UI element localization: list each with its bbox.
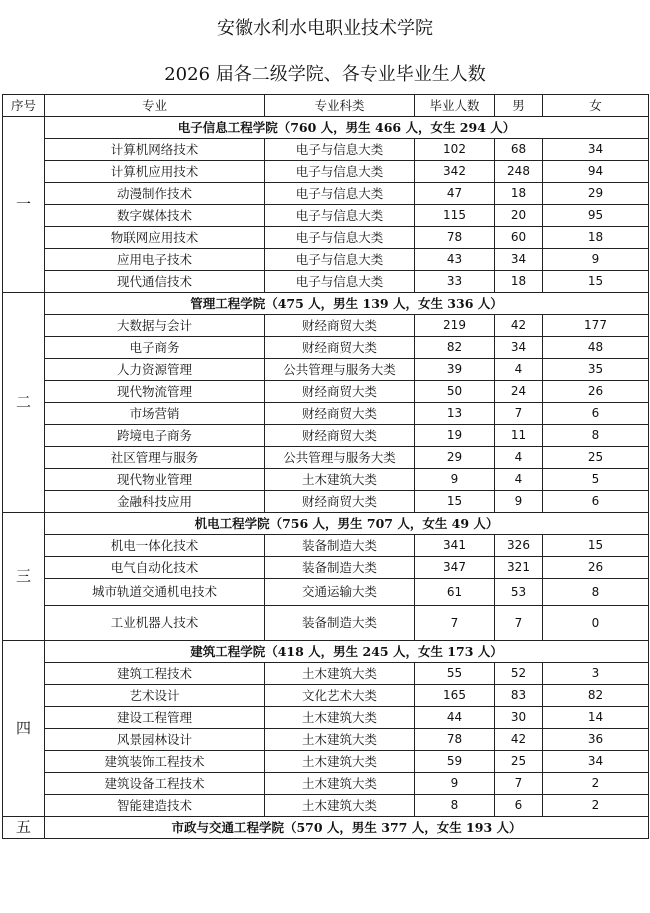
male-cell: 4 [495, 359, 543, 381]
total-cell: 115 [415, 205, 495, 227]
female-cell: 2 [543, 795, 649, 817]
college-header-row [3, 513, 649, 535]
total-cell: 55 [415, 663, 495, 685]
table-row [3, 139, 649, 161]
male-cell: 7 [495, 403, 543, 425]
header-seq: 序号 [3, 95, 45, 117]
table-row [3, 795, 649, 817]
male-cell: 83 [495, 685, 543, 707]
major-cell: 艺术设计 [45, 685, 265, 707]
category-cell: 电子与信息大类 [265, 161, 415, 183]
male-cell: 326 [495, 535, 543, 557]
female-cell: 35 [543, 359, 649, 381]
female-cell: 25 [543, 447, 649, 469]
college-title: 电子信息工程学院（760 人，男生 466 人，女生 294 人） [45, 117, 649, 139]
category-cell: 电子与信息大类 [265, 139, 415, 161]
table-row [3, 557, 649, 579]
female-cell: 29 [543, 183, 649, 205]
female-cell: 15 [543, 271, 649, 293]
college-title: 市政与交通工程学院（570 人，男生 377 人，女生 193 人） [45, 817, 649, 839]
category-cell: 土木建筑大类 [265, 773, 415, 795]
total-cell: 44 [415, 707, 495, 729]
category-cell: 文化艺术大类 [265, 685, 415, 707]
category-cell: 财经商贸大类 [265, 315, 415, 337]
table-row [3, 403, 649, 425]
category-cell: 电子与信息大类 [265, 271, 415, 293]
college-header-row [3, 293, 649, 315]
college-title: 建筑工程学院（418 人，男生 245 人，女生 173 人） [45, 641, 649, 663]
major-cell: 计算机网络技术 [45, 139, 265, 161]
college-header-row [3, 117, 649, 139]
major-cell: 建筑工程技术 [45, 663, 265, 685]
total-cell: 19 [415, 425, 495, 447]
total-cell: 341 [415, 535, 495, 557]
female-cell: 34 [543, 139, 649, 161]
category-cell: 财经商贸大类 [265, 337, 415, 359]
header-female: 女 [543, 95, 649, 117]
table-row [3, 606, 649, 641]
table-row [3, 685, 649, 707]
male-cell: 25 [495, 751, 543, 773]
total-cell: 342 [415, 161, 495, 183]
major-cell: 电子商务 [45, 337, 265, 359]
table-row [3, 425, 649, 447]
category-cell: 电子与信息大类 [265, 205, 415, 227]
major-cell: 应用电子技术 [45, 249, 265, 271]
header-total: 毕业人数 [415, 95, 495, 117]
female-cell: 36 [543, 729, 649, 751]
table-row [3, 751, 649, 773]
major-cell: 人力资源管理 [45, 359, 265, 381]
category-cell: 土木建筑大类 [265, 751, 415, 773]
table-row [3, 773, 649, 795]
total-cell: 9 [415, 469, 495, 491]
major-cell: 金融科技应用 [45, 491, 265, 513]
total-cell: 33 [415, 271, 495, 293]
male-cell: 52 [495, 663, 543, 685]
category-cell: 公共管理与服务大类 [265, 447, 415, 469]
male-cell: 7 [495, 606, 543, 641]
female-cell: 9 [543, 249, 649, 271]
male-cell: 24 [495, 381, 543, 403]
major-cell: 跨境电子商务 [45, 425, 265, 447]
male-cell: 34 [495, 337, 543, 359]
college-seq: 五 [3, 817, 45, 839]
graduates-table [2, 94, 649, 839]
total-cell: 7 [415, 606, 495, 641]
table-row [3, 315, 649, 337]
female-cell: 95 [543, 205, 649, 227]
category-cell: 土木建筑大类 [265, 663, 415, 685]
major-cell: 现代物流管理 [45, 381, 265, 403]
total-cell: 13 [415, 403, 495, 425]
document-title: 安徽水利水电职业技术学院 [217, 18, 433, 39]
major-cell: 计算机应用技术 [45, 161, 265, 183]
category-cell: 土木建筑大类 [265, 469, 415, 491]
college-seq: 二 [3, 293, 45, 513]
table-row [3, 359, 649, 381]
major-cell: 电气自动化技术 [45, 557, 265, 579]
category-cell: 土木建筑大类 [265, 795, 415, 817]
category-cell: 财经商贸大类 [265, 403, 415, 425]
total-cell: 78 [415, 227, 495, 249]
table-header-row [3, 95, 649, 117]
total-cell: 9 [415, 773, 495, 795]
female-cell: 34 [543, 751, 649, 773]
male-cell: 42 [495, 315, 543, 337]
table-row [3, 491, 649, 513]
table-row [3, 469, 649, 491]
female-cell: 3 [543, 663, 649, 685]
category-cell: 装备制造大类 [265, 557, 415, 579]
male-cell: 7 [495, 773, 543, 795]
major-cell: 现代通信技术 [45, 271, 265, 293]
major-cell: 风景园林设计 [45, 729, 265, 751]
category-cell: 电子与信息大类 [265, 249, 415, 271]
female-cell: 26 [543, 381, 649, 403]
major-cell: 建设工程管理 [45, 707, 265, 729]
major-cell: 物联网应用技术 [45, 227, 265, 249]
male-cell: 6 [495, 795, 543, 817]
male-cell: 30 [495, 707, 543, 729]
total-cell: 219 [415, 315, 495, 337]
document-subtitle: 2026 届各二级学院、各专业毕业生人数 [164, 64, 486, 85]
total-cell: 39 [415, 359, 495, 381]
female-cell: 15 [543, 535, 649, 557]
female-cell: 26 [543, 557, 649, 579]
major-cell: 机电一体化技术 [45, 535, 265, 557]
total-cell: 50 [415, 381, 495, 403]
male-cell: 42 [495, 729, 543, 751]
table-row [3, 729, 649, 751]
male-cell: 20 [495, 205, 543, 227]
category-cell: 财经商贸大类 [265, 381, 415, 403]
table-row [3, 161, 649, 183]
table-row [3, 271, 649, 293]
total-cell: 61 [415, 579, 495, 606]
category-cell: 装备制造大类 [265, 535, 415, 557]
major-cell: 建筑设备工程技术 [45, 773, 265, 795]
table-row [3, 707, 649, 729]
male-cell: 18 [495, 271, 543, 293]
female-cell: 5 [543, 469, 649, 491]
category-cell: 电子与信息大类 [265, 227, 415, 249]
total-cell: 15 [415, 491, 495, 513]
female-cell: 48 [543, 337, 649, 359]
total-cell: 43 [415, 249, 495, 271]
table-row [3, 381, 649, 403]
major-cell: 现代物业管理 [45, 469, 265, 491]
total-cell: 347 [415, 557, 495, 579]
college-seq: 三 [3, 513, 45, 641]
college-header-row [3, 641, 649, 663]
total-cell: 82 [415, 337, 495, 359]
female-cell: 6 [543, 403, 649, 425]
male-cell: 9 [495, 491, 543, 513]
table-row [3, 183, 649, 205]
category-cell: 土木建筑大类 [265, 729, 415, 751]
header-category: 专业科类 [265, 95, 415, 117]
header-major: 专业 [45, 95, 265, 117]
male-cell: 4 [495, 447, 543, 469]
major-cell: 建筑装饰工程技术 [45, 751, 265, 773]
major-cell: 大数据与会计 [45, 315, 265, 337]
female-cell: 8 [543, 579, 649, 606]
table-row [3, 535, 649, 557]
college-title: 机电工程学院（756 人，男生 707 人，女生 49 人） [45, 513, 649, 535]
table-row [3, 205, 649, 227]
female-cell: 18 [543, 227, 649, 249]
major-cell: 社区管理与服务 [45, 447, 265, 469]
total-cell: 78 [415, 729, 495, 751]
college-seq: 一 [3, 117, 45, 293]
female-cell: 8 [543, 425, 649, 447]
college-seq: 四 [3, 641, 45, 817]
major-cell: 工业机器人技术 [45, 606, 265, 641]
male-cell: 4 [495, 469, 543, 491]
female-cell: 82 [543, 685, 649, 707]
total-cell: 8 [415, 795, 495, 817]
female-cell: 14 [543, 707, 649, 729]
male-cell: 60 [495, 227, 543, 249]
major-cell: 数字媒体技术 [45, 205, 265, 227]
category-cell: 装备制造大类 [265, 606, 415, 641]
male-cell: 321 [495, 557, 543, 579]
college-header-row [3, 817, 649, 839]
category-cell: 公共管理与服务大类 [265, 359, 415, 381]
category-cell: 财经商贸大类 [265, 491, 415, 513]
male-cell: 34 [495, 249, 543, 271]
total-cell: 165 [415, 685, 495, 707]
total-cell: 29 [415, 447, 495, 469]
total-cell: 47 [415, 183, 495, 205]
category-cell: 土木建筑大类 [265, 707, 415, 729]
female-cell: 94 [543, 161, 649, 183]
male-cell: 53 [495, 579, 543, 606]
category-cell: 财经商贸大类 [265, 425, 415, 447]
header-male: 男 [495, 95, 543, 117]
major-cell: 动漫制作技术 [45, 183, 265, 205]
major-cell: 城市轨道交通机电技术 [45, 579, 265, 606]
female-cell: 2 [543, 773, 649, 795]
major-cell: 智能建造技术 [45, 795, 265, 817]
college-title: 管理工程学院（475 人，男生 139 人，女生 336 人） [45, 293, 649, 315]
category-cell: 电子与信息大类 [265, 183, 415, 205]
table-row [3, 663, 649, 685]
table-row [3, 227, 649, 249]
female-cell: 0 [543, 606, 649, 641]
table-row [3, 249, 649, 271]
table-row [3, 579, 649, 606]
category-cell: 交通运输大类 [265, 579, 415, 606]
male-cell: 68 [495, 139, 543, 161]
male-cell: 248 [495, 161, 543, 183]
male-cell: 11 [495, 425, 543, 447]
total-cell: 102 [415, 139, 495, 161]
table-row [3, 447, 649, 469]
total-cell: 59 [415, 751, 495, 773]
table-row [3, 337, 649, 359]
female-cell: 177 [543, 315, 649, 337]
female-cell: 6 [543, 491, 649, 513]
male-cell: 18 [495, 183, 543, 205]
major-cell: 市场营销 [45, 403, 265, 425]
